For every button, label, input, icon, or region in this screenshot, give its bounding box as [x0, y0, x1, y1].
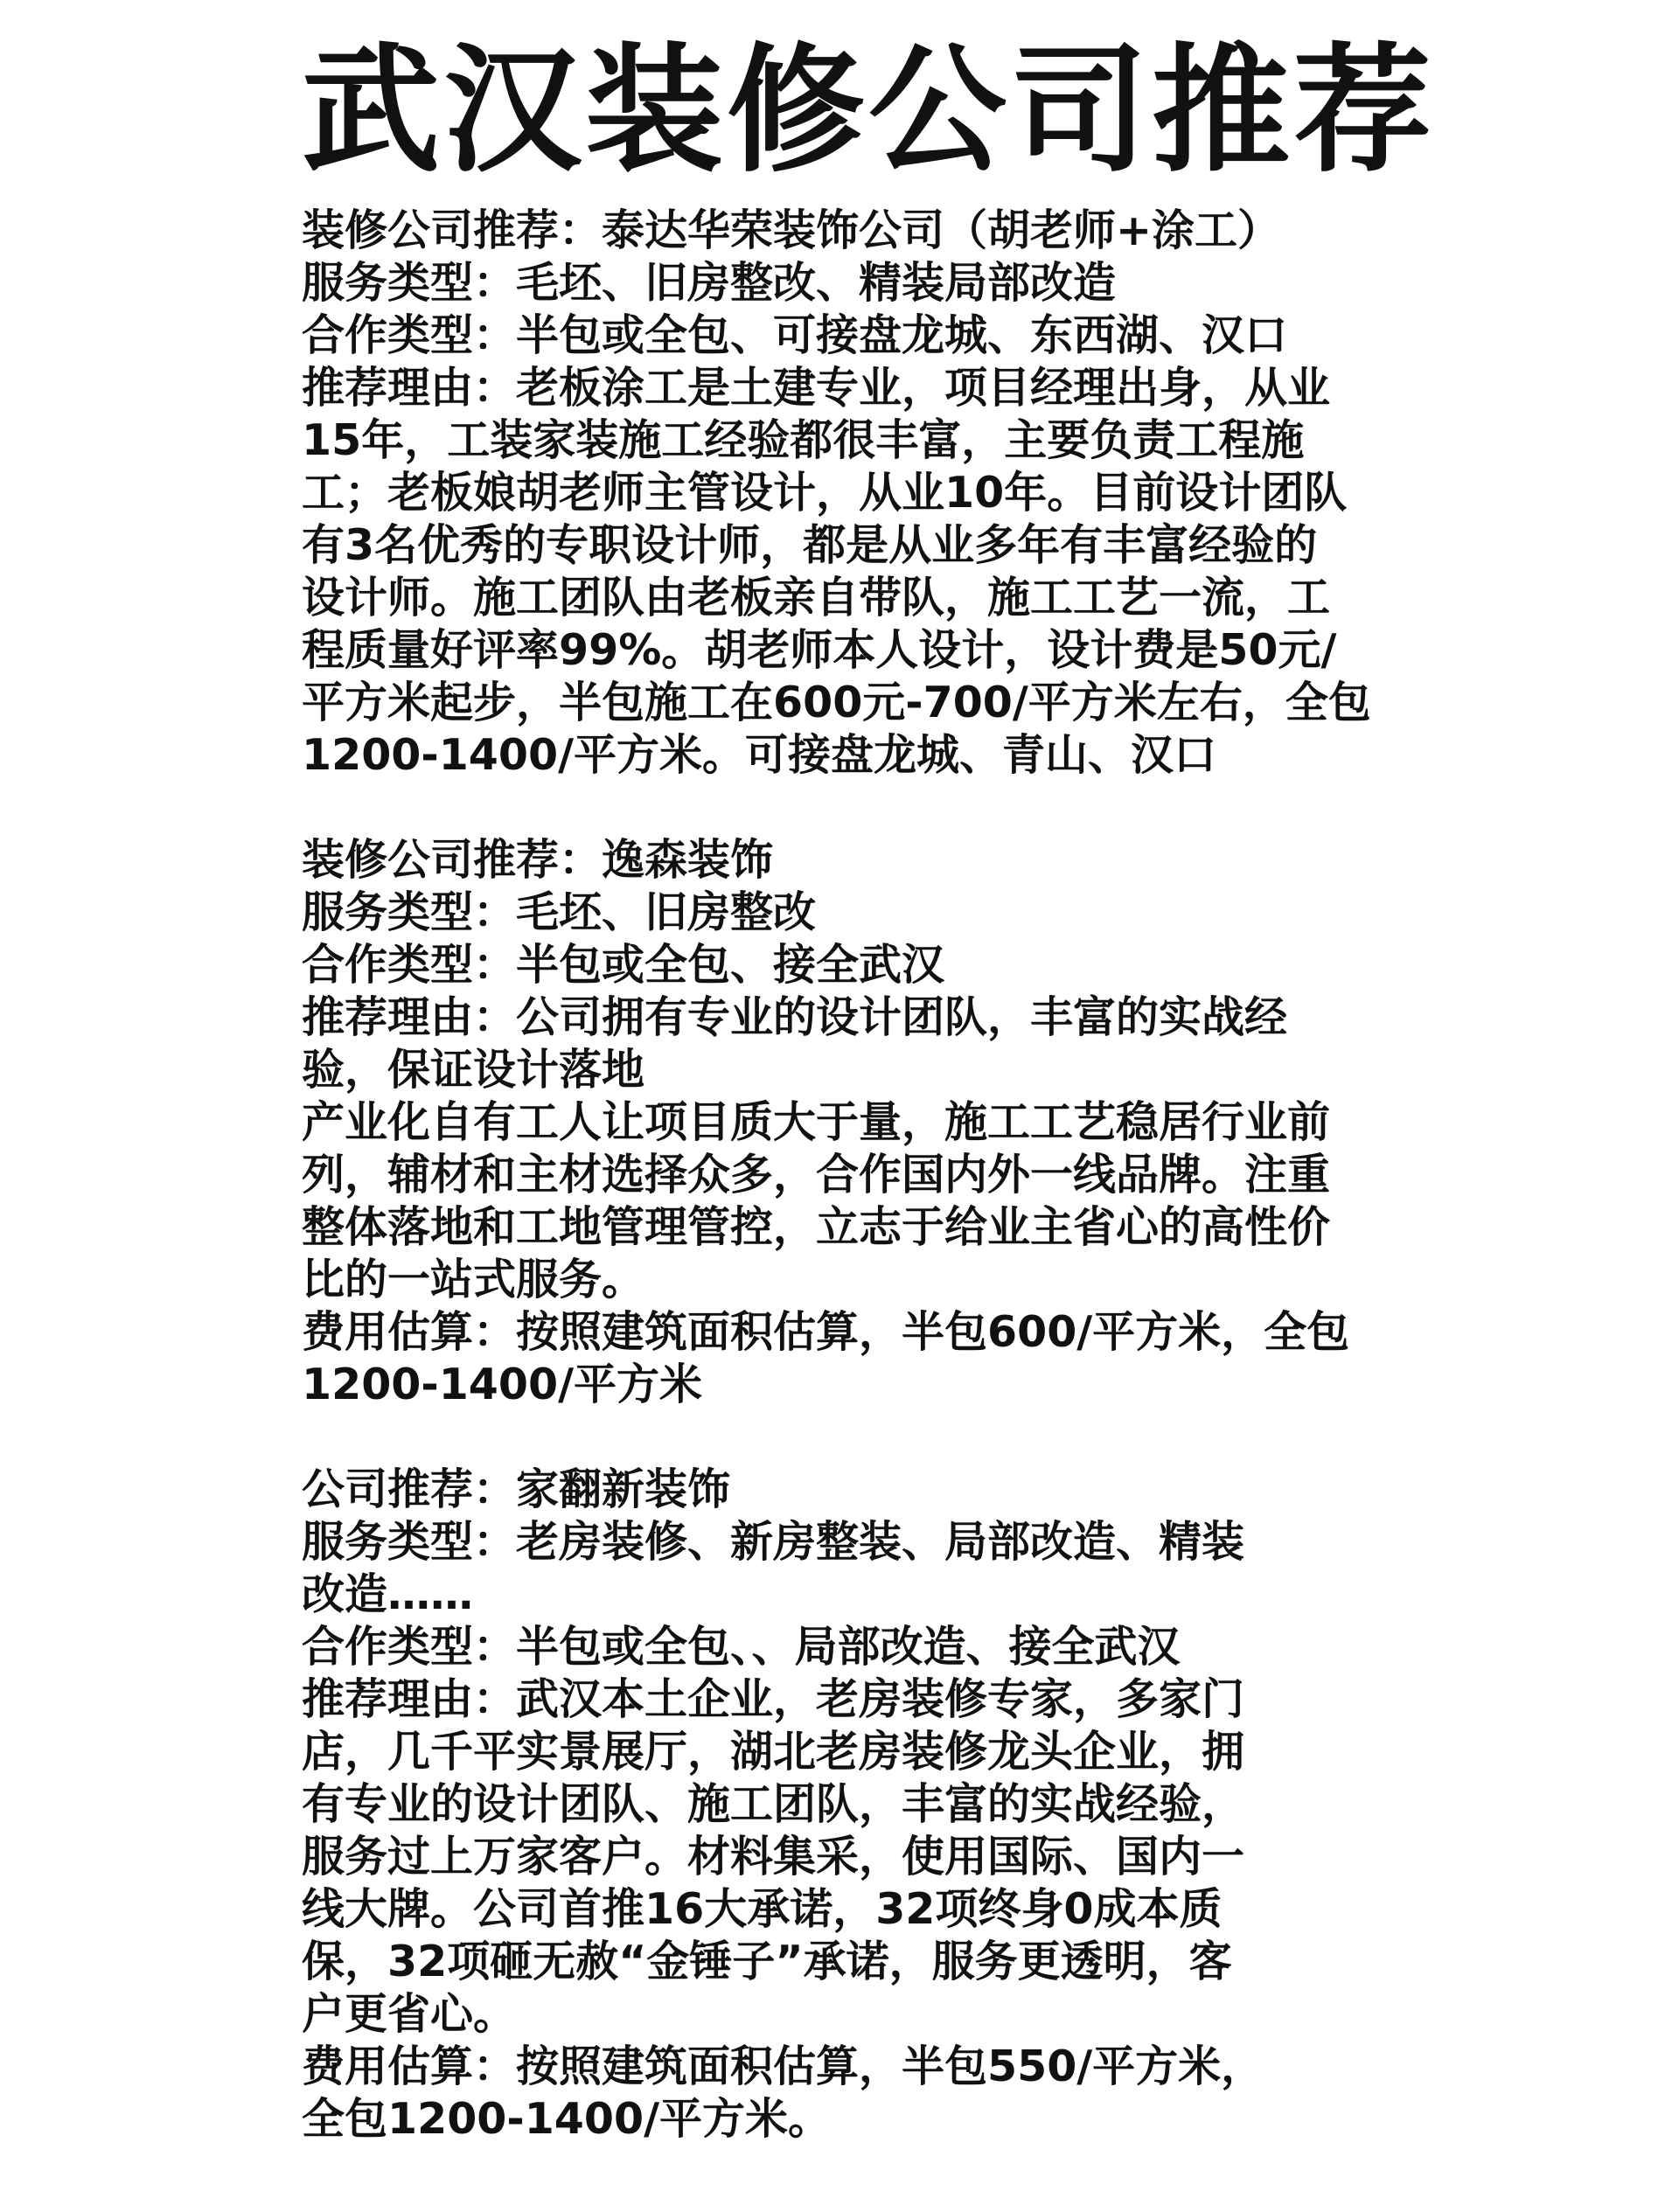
- text-line: 程质量好评率99%。胡老师本人设计，设计费是50元/: [302, 625, 1337, 675]
- text-line: 合作类型：半包或全包、、局部改造、接全武汉: [302, 1622, 1181, 1672]
- text-line: 公司推荐：家翻新装饰: [302, 1464, 731, 1514]
- text-line: 全包1200-1400/平方米。: [302, 2094, 831, 2144]
- text-line: 保，32项砸无赦“金锤子”承诺，服务更透明，客: [302, 1937, 1232, 1986]
- text-line: 改造……: [302, 1569, 474, 1619]
- text-line: 平方米起步，半包施工在600元-700/平方米左右，全包: [302, 678, 1371, 727]
- text-line: 整体落地和工地管理管控，立志于给业主省心的高性价: [302, 1202, 1331, 1252]
- text-line: 有专业的设计团队、施工团队，丰富的实战经验，: [302, 1779, 1245, 1829]
- article-body: [302, 205, 1395, 2146]
- text-line: 设计师。施工团队由老板亲自带队，施工工艺一流，工: [302, 573, 1331, 623]
- text-line: 服务类型：毛坯、旧房整改: [302, 887, 817, 937]
- text-line: 店，几千平实景展厅，湖北老房装修龙头企业，拥: [302, 1727, 1245, 1777]
- text-line: 合作类型：半包或全包、可接盘龙城、东西湖、汉口: [302, 310, 1288, 360]
- text-line: 有3名优秀的专职设计师，都是从业多年有丰富经验的: [302, 520, 1318, 570]
- company-section-3: [302, 1464, 1395, 2146]
- text-line: 比的一站式服务。: [302, 1255, 645, 1304]
- text-line: 推荐理由：武汉本土企业，老房装修专家，多家门: [302, 1674, 1245, 1724]
- text-line: 费用估算：按照建筑面积估算，半包550/平方米，: [302, 2042, 1264, 2091]
- text-line: 推荐理由：老板涂工是土建专业，项目经理出身，从业: [302, 363, 1331, 413]
- text-line: 线大牌。公司首推16大承诺，32项终身0成本质: [302, 1884, 1223, 1934]
- text-line: 验，保证设计落地: [302, 1045, 645, 1095]
- text-line: 服务过上万家客户。材料集采，使用国际、国内一: [302, 1832, 1245, 1882]
- text-line: 推荐理由：公司拥有专业的设计团队，丰富的实战经: [302, 992, 1288, 1042]
- text-line: 工；老板娘胡老师主管设计，从业10年。目前设计团队: [302, 468, 1348, 518]
- company-section-2: [302, 834, 1395, 1411]
- article: [302, 0, 1435, 2146]
- page-title: 武汉装修公司推荐: [302, 31, 1435, 191]
- text-line: 15年，工装家装施工经验都很丰富，主要负责工程施: [302, 415, 1305, 465]
- text-line: 装修公司推荐：逸森装饰: [302, 835, 774, 885]
- text-line: 产业化自有工人让项目质大于量，施工工艺稳居行业前: [302, 1097, 1331, 1147]
- text-line: 费用估算：按照建筑面积估算，半包600/平方米，全包: [302, 1307, 1350, 1357]
- section-divider: [302, 782, 1395, 834]
- text-line: 服务类型：毛坯、旧房整改、精装局部改造: [302, 258, 1117, 308]
- text-line: 户更省心。: [302, 1989, 517, 2039]
- text-line: 服务类型：老房装修、新房整装、局部改造、精装: [302, 1517, 1245, 1567]
- text-line: 列，辅材和主材选择众多，合作国内外一线品牌。注重: [302, 1150, 1331, 1200]
- text-line: 1200-1400/平方米: [302, 1360, 702, 1409]
- section-divider: [302, 1411, 1395, 1464]
- text-line: 1200-1400/平方米。可接盘龙城、青山、汉口: [302, 730, 1216, 780]
- text-line: 合作类型：半包或全包、接全武汉: [302, 940, 945, 990]
- text-line: 装修公司推荐：泰达华荣装饰公司（胡老师+涂工）: [302, 205, 1281, 255]
- company-section-1: [302, 205, 1395, 782]
